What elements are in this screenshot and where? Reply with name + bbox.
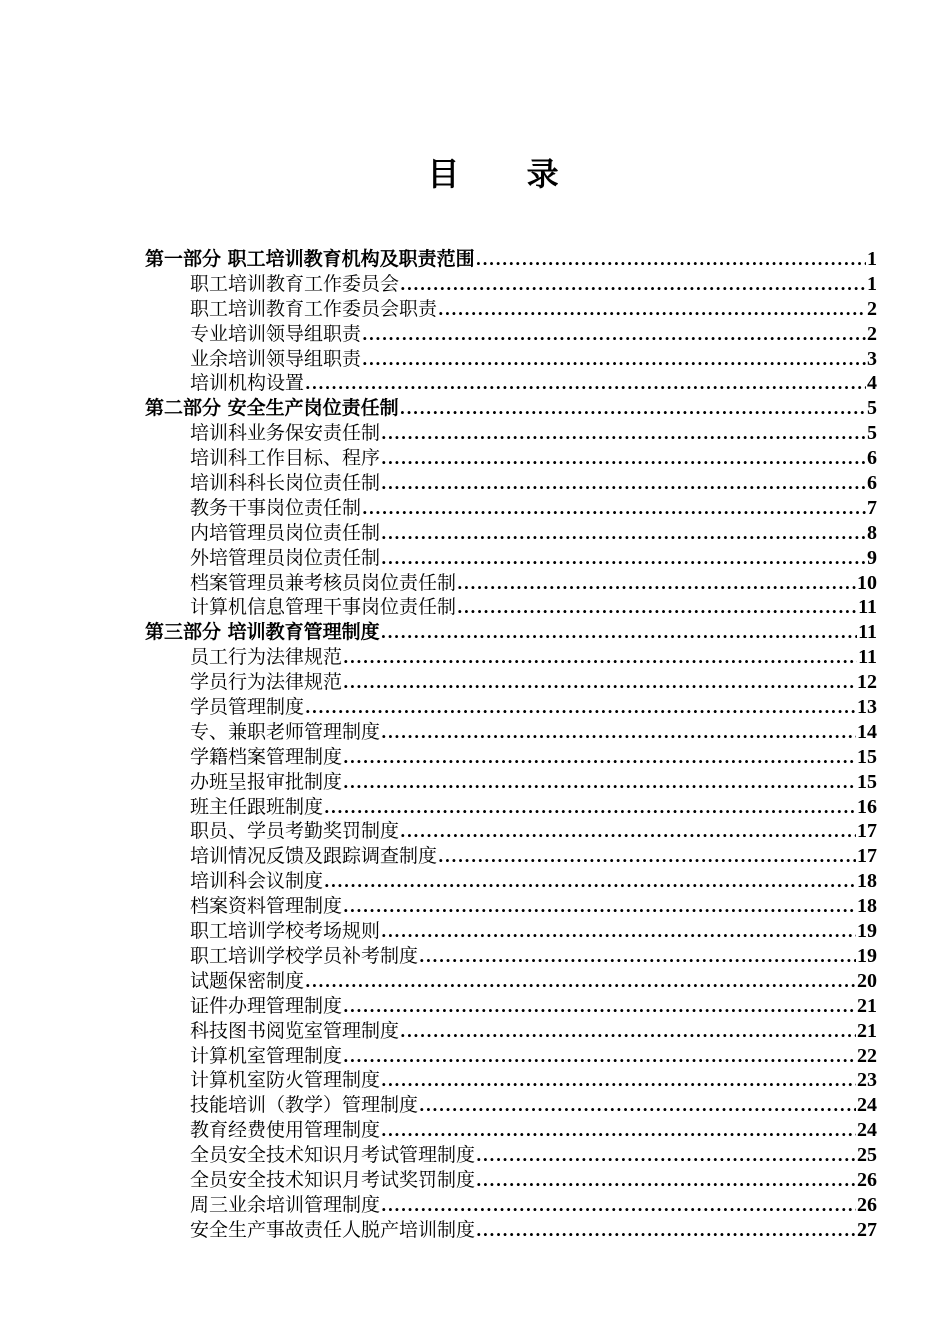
toc-entry-text: 全员安全技术知识月考试管理制度 xyxy=(190,1144,476,1167)
toc-dot-leader xyxy=(400,820,856,845)
toc-dot-leader xyxy=(457,572,856,597)
toc-entry[interactable] xyxy=(145,1168,877,1193)
toc-dot-leader xyxy=(381,547,866,572)
toc-entry[interactable] xyxy=(145,720,877,745)
toc-dot-leader xyxy=(381,721,856,746)
toc-dot-leader xyxy=(343,771,856,796)
toc-entry[interactable] xyxy=(145,695,877,720)
toc-entry-text: 学员管理制度 xyxy=(190,696,305,719)
toc-page-number: 17 xyxy=(857,845,877,868)
toc-dot-leader xyxy=(476,1169,856,1194)
toc-entry-text: 业余培训领导组职责 xyxy=(190,347,362,370)
toc-entry[interactable] xyxy=(145,994,877,1019)
toc-entry-text: 培训情况反馈及跟踪调查制度 xyxy=(190,845,438,868)
toc-page-number: 24 xyxy=(857,1119,877,1142)
toc-title: 目 录 xyxy=(427,155,587,193)
toc-entry-text: 第二部分 安全生产岗位责任制 xyxy=(145,397,399,420)
toc-entry-text: 证件办理管理制度 xyxy=(190,994,343,1017)
toc-entry[interactable] xyxy=(145,1218,877,1243)
toc-page-number: 16 xyxy=(857,795,877,818)
toc-page-number: 8 xyxy=(867,521,877,544)
toc-page-number: 14 xyxy=(857,720,877,743)
toc-page-number: 4 xyxy=(867,372,877,395)
toc-dot-leader xyxy=(362,323,866,348)
toc-entry-text: 教务干事岗位责任制 xyxy=(190,496,362,519)
toc-entry-text: 内培管理员岗位责任制 xyxy=(190,521,381,544)
toc-dot-leader xyxy=(381,522,866,547)
toc-page-number: 18 xyxy=(857,870,877,893)
toc-entry[interactable] xyxy=(145,1093,877,1118)
toc-section-heading[interactable] xyxy=(145,247,877,272)
toc-entry-text: 办班呈报审批制度 xyxy=(190,770,343,793)
toc-entry[interactable] xyxy=(145,272,877,297)
toc-list xyxy=(145,247,877,1243)
toc-entry[interactable] xyxy=(145,371,877,396)
toc-dot-leader xyxy=(419,945,856,970)
toc-entry-text: 第三部分 培训教育管理制度 xyxy=(145,621,380,644)
toc-dot-leader xyxy=(381,447,866,472)
toc-entry[interactable] xyxy=(145,869,877,894)
toc-dot-leader xyxy=(343,895,856,920)
toc-page-number: 7 xyxy=(867,496,877,519)
toc-entry[interactable] xyxy=(145,297,877,322)
toc-dot-leader xyxy=(343,995,856,1020)
toc-entry[interactable] xyxy=(145,1068,877,1093)
toc-entry-text: 全员安全技术知识月考试奖罚制度 xyxy=(190,1168,476,1191)
toc-entry-text: 职员、学员考勤奖罚制度 xyxy=(190,820,400,843)
toc-section-heading[interactable] xyxy=(145,620,877,645)
toc-entry[interactable] xyxy=(145,1193,877,1218)
toc-page-number: 11 xyxy=(858,646,877,669)
toc-page-number: 21 xyxy=(857,994,877,1017)
toc-entry[interactable] xyxy=(145,969,877,994)
toc-section-heading[interactable] xyxy=(145,396,877,421)
toc-page-number: 24 xyxy=(857,1094,877,1117)
toc-page-number: 2 xyxy=(867,322,877,345)
toc-page-number: 5 xyxy=(867,422,877,445)
toc-entry[interactable] xyxy=(145,421,877,446)
toc-entry[interactable] xyxy=(145,819,877,844)
toc-page-number: 11 xyxy=(858,621,877,644)
toc-entry-text: 周三业余培训管理制度 xyxy=(190,1193,381,1216)
toc-entry-text: 职工培训学校考场规则 xyxy=(190,920,381,943)
toc-entry-text: 职工培训学校学员补考制度 xyxy=(190,944,419,967)
toc-dot-leader xyxy=(476,248,866,273)
toc-entry-text: 职工培训教育工作委员会职责 xyxy=(190,297,438,320)
toc-entry[interactable] xyxy=(145,645,877,670)
toc-dot-leader xyxy=(381,1069,856,1094)
toc-entry-text: 培训科工作目标、程序 xyxy=(190,447,381,470)
toc-page-number: 25 xyxy=(857,1144,877,1167)
toc-entry-text: 学员行为法律规范 xyxy=(190,671,343,694)
toc-page-number: 6 xyxy=(867,472,877,495)
toc-page-number: 15 xyxy=(857,770,877,793)
toc-entry-text: 培训科科长岗位责任制 xyxy=(190,472,381,495)
toc-entry-text: 计算机室管理制度 xyxy=(190,1044,343,1067)
toc-dot-leader xyxy=(400,397,866,422)
toc-entry[interactable] xyxy=(145,670,877,695)
toc-entry-text: 培训机构设置 xyxy=(190,372,305,395)
toc-page-number: 27 xyxy=(857,1218,877,1241)
toc-entry-text: 第一部分 职工培训教育机构及职责范围 xyxy=(145,248,475,270)
toc-entry[interactable] xyxy=(145,795,877,820)
toc-page-number: 11 xyxy=(858,596,877,619)
toc-entry[interactable] xyxy=(145,944,877,969)
toc-page-number: 26 xyxy=(857,1168,877,1191)
toc-dot-leader xyxy=(305,970,856,995)
toc-dot-leader xyxy=(419,1094,856,1119)
toc-page-number: 21 xyxy=(857,1019,877,1042)
toc-dot-leader xyxy=(343,646,857,671)
toc-page-number: 19 xyxy=(857,944,877,967)
toc-page-number: 22 xyxy=(857,1044,877,1067)
toc-entry-text: 科技图书阅览室管理制度 xyxy=(190,1019,400,1042)
toc-dot-leader xyxy=(457,596,857,621)
toc-dot-leader xyxy=(343,1045,856,1070)
toc-page-number: 9 xyxy=(867,546,877,569)
toc-dot-leader xyxy=(324,796,856,821)
toc-dot-leader xyxy=(305,696,856,721)
toc-entry[interactable] xyxy=(145,919,877,944)
toc-entry-text: 计算机室防火管理制度 xyxy=(190,1069,381,1092)
toc-entry-text: 档案管理员兼考核员岗位责任制 xyxy=(190,571,457,594)
toc-entry-text: 员工行为法律规范 xyxy=(190,646,343,669)
toc-dot-leader xyxy=(476,1219,856,1244)
toc-dot-leader xyxy=(438,298,866,323)
toc-entry-text: 学籍档案管理制度 xyxy=(190,745,343,768)
toc-dot-leader xyxy=(438,845,856,870)
toc-dot-leader xyxy=(381,472,866,497)
toc-entry-text: 班主任跟班制度 xyxy=(190,795,324,818)
toc-page-number: 10 xyxy=(857,571,877,594)
toc-entry[interactable] xyxy=(145,322,877,347)
toc-page-number: 3 xyxy=(867,347,877,370)
toc-entry[interactable] xyxy=(145,347,877,372)
toc-entry[interactable] xyxy=(145,496,877,521)
toc-page-number: 23 xyxy=(857,1069,877,1092)
toc-entry[interactable] xyxy=(145,894,877,919)
toc-entry[interactable] xyxy=(145,471,877,496)
toc-dot-leader xyxy=(381,1194,856,1219)
toc-page-number: 5 xyxy=(867,397,877,420)
toc-page-number: 1 xyxy=(867,272,877,295)
toc-entry[interactable] xyxy=(145,1143,877,1168)
toc-entry[interactable] xyxy=(145,446,877,471)
toc-entry-text: 安全生产事故责任人脱产培训制度 xyxy=(190,1218,476,1241)
toc-entry-text: 教育经费使用管理制度 xyxy=(190,1119,381,1142)
toc-dot-leader xyxy=(343,746,856,771)
toc-dot-leader xyxy=(362,497,866,522)
toc-entry-text: 职工培训教育工作委员会 xyxy=(190,272,400,295)
toc-dot-leader xyxy=(381,920,856,945)
toc-page-number: 26 xyxy=(857,1193,877,1216)
toc-page-number: 19 xyxy=(857,920,877,943)
toc-entry-text: 计算机信息管理干事岗位责任制 xyxy=(190,596,457,619)
toc-page-number: 2 xyxy=(867,297,877,320)
toc-page-number: 1 xyxy=(867,248,877,270)
toc-entry-text: 培训科会议制度 xyxy=(190,870,324,893)
toc-entry-text: 档案资料管理制度 xyxy=(190,895,343,918)
toc-entry-text: 试题保密制度 xyxy=(190,969,305,992)
toc-entry[interactable] xyxy=(145,571,877,596)
toc-dot-leader xyxy=(476,1144,856,1169)
toc-dot-leader xyxy=(343,671,856,696)
toc-entry[interactable] xyxy=(145,770,877,795)
toc-dot-leader xyxy=(381,621,857,646)
toc-dot-leader xyxy=(305,372,866,397)
toc-entry[interactable] xyxy=(145,844,877,869)
toc-entry[interactable] xyxy=(145,595,877,620)
toc-dot-leader xyxy=(400,1020,856,1045)
toc-page-number: 6 xyxy=(867,447,877,470)
toc-page-number: 18 xyxy=(857,895,877,918)
toc-entry-text: 培训科业务保安责任制 xyxy=(190,422,381,445)
toc-entry[interactable] xyxy=(145,546,877,571)
toc-entry[interactable] xyxy=(145,1019,877,1044)
toc-page-number: 15 xyxy=(857,745,877,768)
toc-entry[interactable] xyxy=(145,1044,877,1069)
toc-entry-text: 专、兼职老师管理制度 xyxy=(190,720,381,743)
toc-dot-leader xyxy=(362,348,866,373)
toc-entry[interactable] xyxy=(145,1118,877,1143)
toc-dot-leader xyxy=(381,1119,856,1144)
toc-dot-leader xyxy=(324,870,856,895)
toc-dot-leader xyxy=(381,422,866,447)
toc-entry-text: 外培管理员岗位责任制 xyxy=(190,546,381,569)
toc-entry[interactable] xyxy=(145,745,877,770)
toc-dot-leader xyxy=(400,273,866,298)
toc-page-number: 12 xyxy=(857,671,877,694)
toc-page-number: 20 xyxy=(857,969,877,992)
toc-page-number: 17 xyxy=(857,820,877,843)
toc-entry-text: 技能培训（教学）管理制度 xyxy=(190,1094,419,1117)
toc-entry[interactable] xyxy=(145,521,877,546)
toc-page-number: 13 xyxy=(857,696,877,719)
toc-entry-text: 专业培训领导组职责 xyxy=(190,322,362,345)
